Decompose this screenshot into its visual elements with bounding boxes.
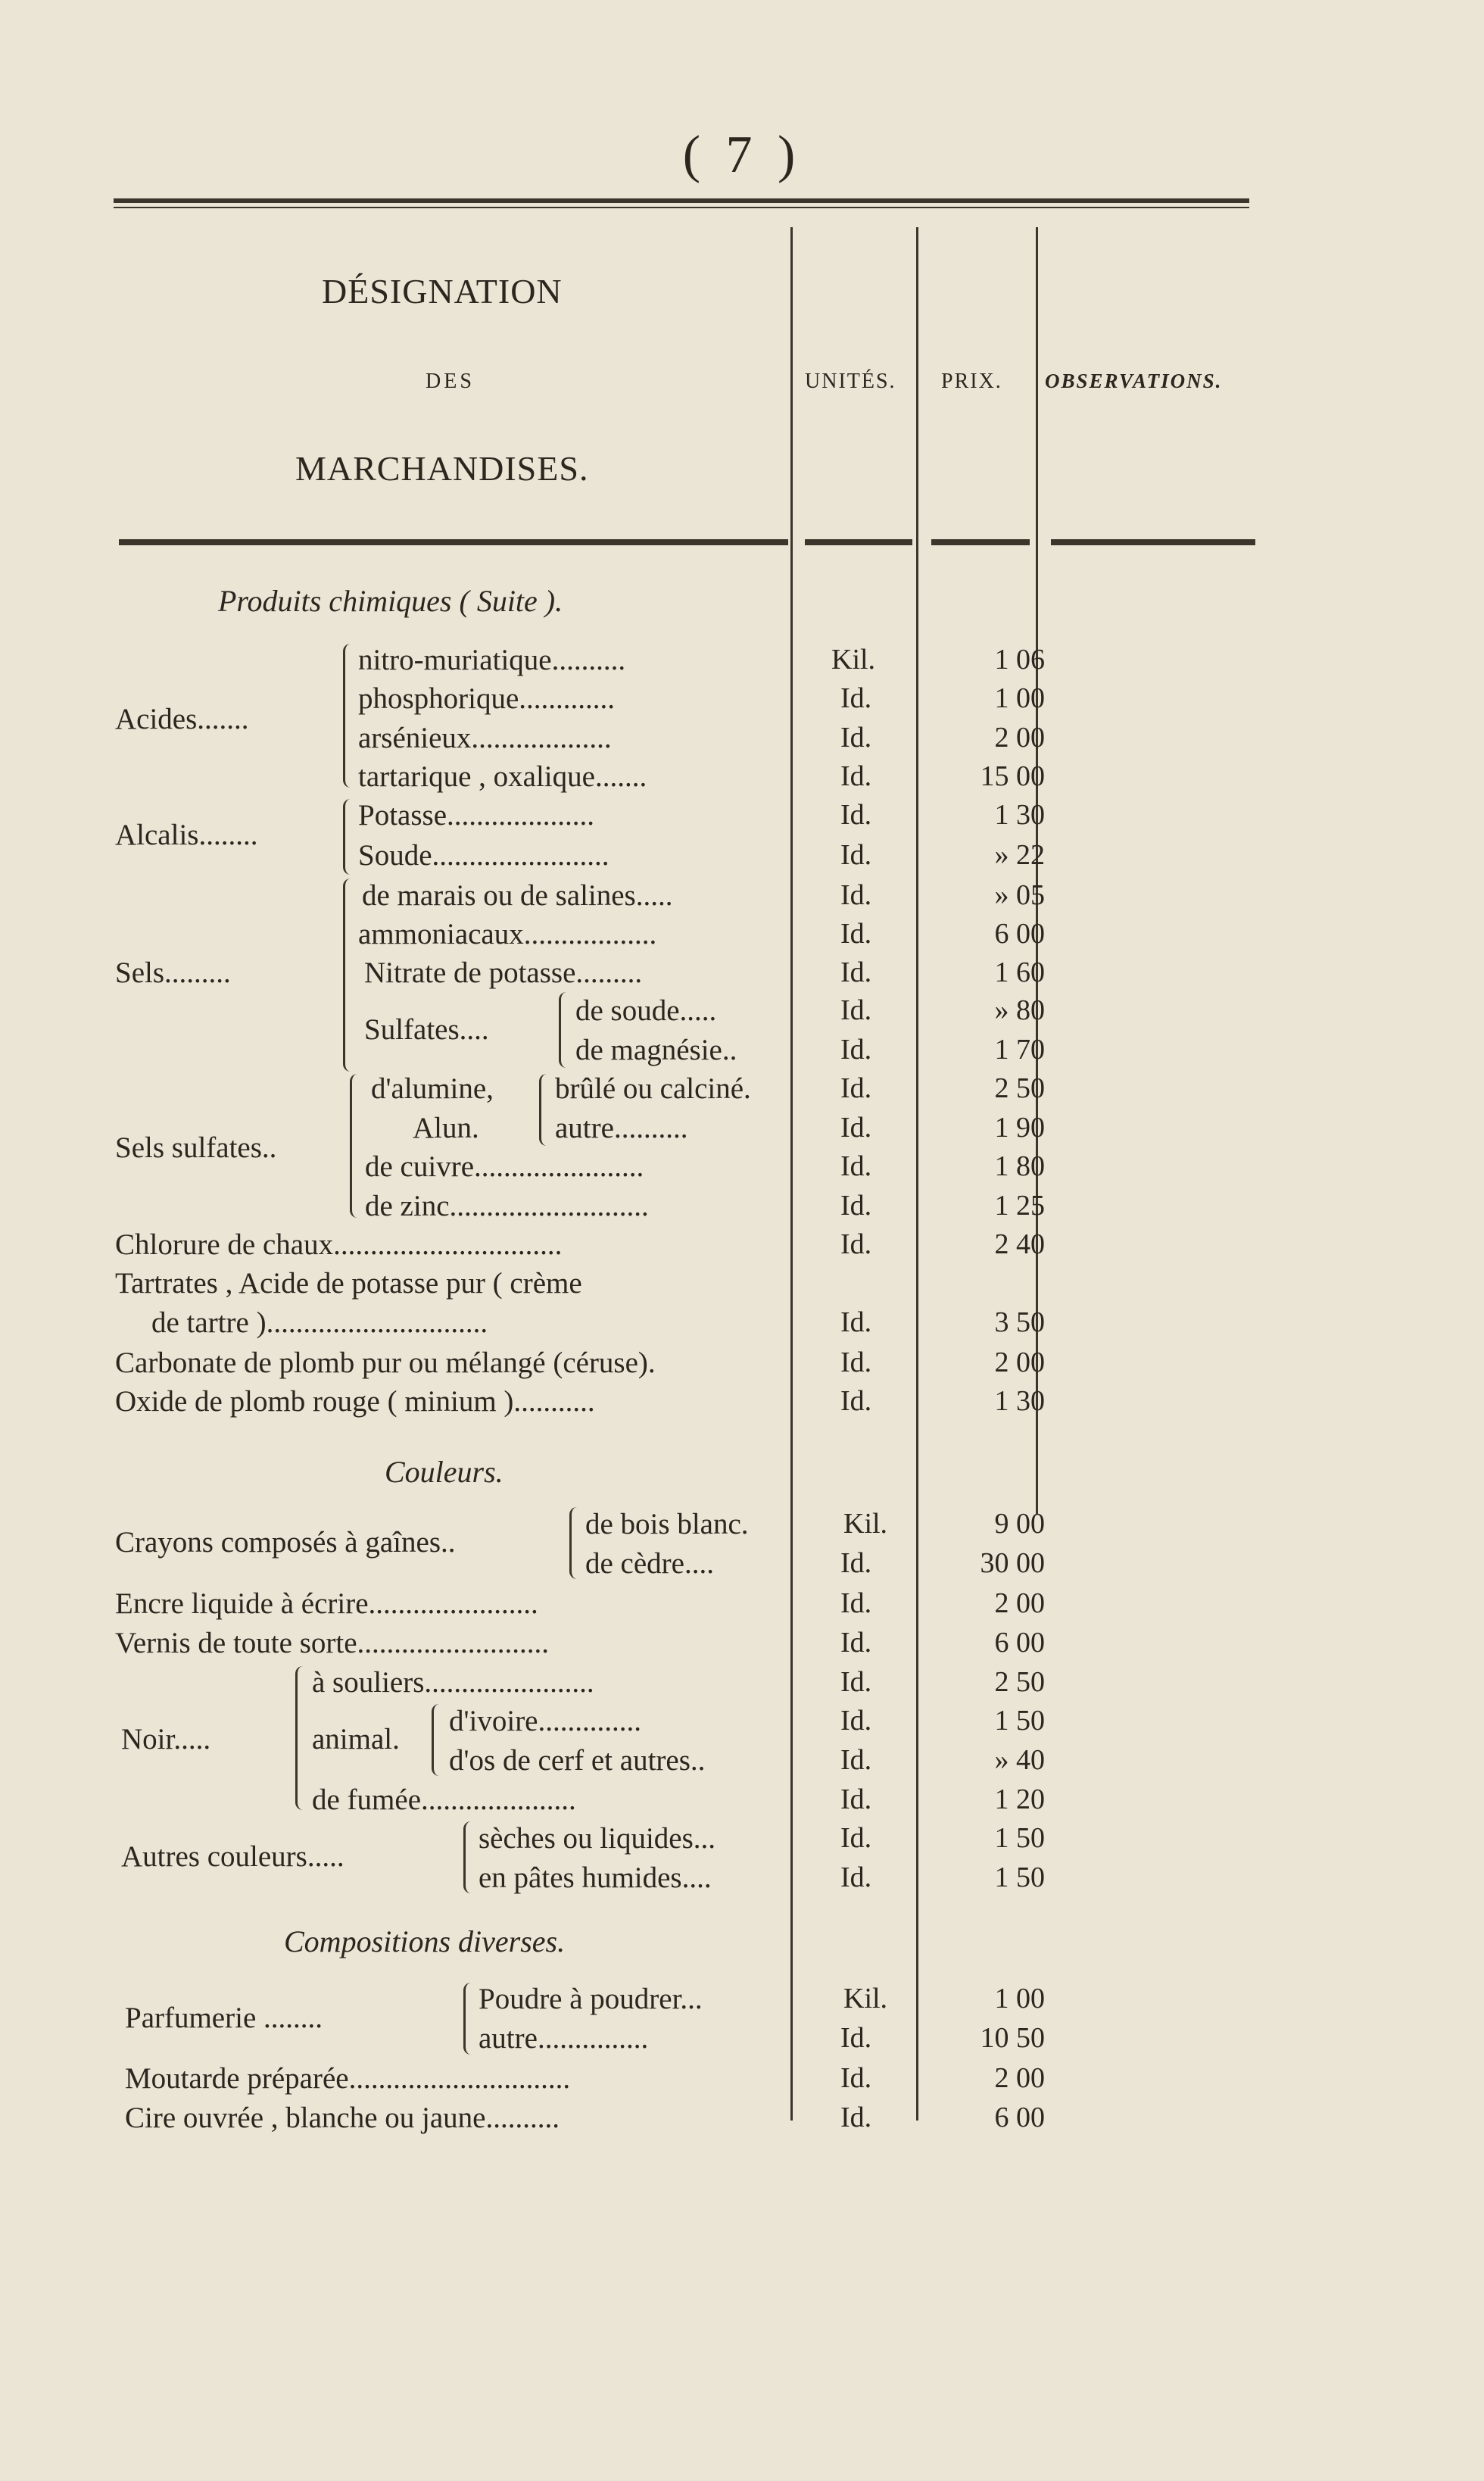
row-price: 1 00 (994, 1983, 1045, 2014)
row-price: 2 50 (994, 1666, 1045, 1698)
row-price: 6 00 (994, 2102, 1045, 2133)
row-price: 6 00 (994, 918, 1045, 950)
group-alcalis: Alcalis........ (115, 819, 258, 851)
brace-sels (343, 878, 354, 1072)
row-unit: Id. (840, 1666, 872, 1698)
row-unit: Id. (840, 918, 872, 950)
row-label: Cire ouvrée , blanche ou jaune.......... (125, 2102, 560, 2134)
group-parfumerie: Parfumerie ........ (125, 2002, 323, 2034)
row-price: » 22 (994, 839, 1045, 871)
header-marchandises: MARCHANDISES. (295, 449, 589, 488)
row-unit: Id. (840, 682, 872, 714)
row-unit: Id. (840, 1306, 872, 1338)
row-label: Moutarde préparée.............................. (125, 2062, 571, 2095)
brace-alcalis (343, 799, 354, 875)
header-observations: OBSERVATIONS. (1045, 370, 1223, 392)
row-price: 1 50 (994, 1822, 1045, 1854)
row-label: d'os de cerf et autres.. (449, 1744, 706, 1777)
header-rule-3 (931, 539, 1030, 545)
group-sulfates: Sulfates.... (364, 1013, 489, 1046)
row-unit: Id. (840, 2102, 872, 2133)
row-label: Poudre à poudrer... (479, 1983, 703, 2015)
row-label: de zinc........................... (365, 1190, 649, 1222)
row-price: 2 50 (994, 1072, 1045, 1104)
row-label: ammoniacaux.................. (358, 918, 657, 950)
row-price: 1 50 (994, 1862, 1045, 1893)
row-unit: Id. (840, 1347, 872, 1378)
header-rule-4 (1051, 539, 1255, 545)
section-produits-chimiques: Produits chimiques ( Suite ). (218, 584, 563, 618)
row-label: de magnésie.. (575, 1034, 737, 1066)
row-price: 9 00 (994, 1508, 1045, 1540)
row-unit: Id. (840, 1150, 872, 1182)
header-units: UNITÉS. (805, 370, 896, 393)
row-unit: Id. (840, 2022, 872, 2054)
row-unit: Id. (840, 1705, 872, 1737)
row-label: d'ivoire.............. (449, 1705, 641, 1737)
row-label: Soude........................ (358, 839, 610, 872)
row-label: en pâtes humides.... (479, 1862, 712, 1894)
section-compositions-diverses: Compositions diverses. (284, 1924, 566, 1958)
row-unit: Id. (840, 1587, 872, 1619)
group-dalumine: d'alumine, (371, 1072, 494, 1105)
row-price: 1 20 (994, 1784, 1045, 1815)
row-unit: Id. (840, 1547, 872, 1579)
row-price: 2 00 (994, 722, 1045, 754)
header-des: DES (426, 370, 475, 393)
row-unit: Id. (840, 1190, 872, 1222)
row-price: 1 80 (994, 1150, 1045, 1182)
row-label: brûlé ou calciné. (555, 1072, 751, 1105)
group-sels: Sels......... (115, 957, 231, 989)
brace-sulfates (559, 992, 569, 1068)
row-label: de tartre ).............................. (151, 1306, 488, 1339)
row-label: nitro-muriatique.......... (358, 644, 626, 676)
header-rule-2 (805, 539, 912, 545)
row-label: Potasse.................... (358, 799, 594, 832)
row-label: à souliers....................... (312, 1666, 594, 1699)
group-sels-sulfates: Sels sulfates.. (115, 1131, 277, 1164)
row-unit: Id. (840, 994, 872, 1026)
group-crayons: Crayons composés à gaînes.. (115, 1526, 456, 1559)
group-acides: Acides....... (115, 703, 249, 735)
header-designation: DÉSIGNATION (322, 272, 563, 311)
row-label: phosphorique............. (358, 682, 616, 715)
group-noir: Noir..... (121, 1723, 211, 1755)
row-price: 1 25 (994, 1190, 1045, 1222)
row-unit: Id. (840, 839, 872, 871)
row-price: 2 00 (994, 1347, 1045, 1378)
row-price: 1 00 (994, 682, 1045, 714)
row-price: 1 30 (994, 799, 1045, 831)
row-label: autre............... (479, 2022, 649, 2055)
column-divider-2 (916, 227, 918, 2121)
group-alun: Alun. (413, 1112, 479, 1144)
header-rule-1 (119, 539, 788, 545)
row-label: de cèdre.... (585, 1547, 714, 1580)
row-unit: Id. (840, 1822, 872, 1854)
row-price: 2 40 (994, 1228, 1045, 1260)
group-animal: animal. (312, 1723, 400, 1755)
page-number: ( 7 ) (682, 126, 802, 184)
brace-crayons (569, 1507, 579, 1579)
row-unit: Id. (840, 722, 872, 754)
row-unit: Id. (840, 1072, 872, 1104)
row-price: 3 50 (994, 1306, 1045, 1338)
row-price: 1 70 (994, 1034, 1045, 1066)
group-autres-couleurs: Autres couleurs..... (121, 1840, 344, 1873)
brace-parfumerie (463, 1983, 473, 2055)
brace-sels-sulfates (350, 1074, 361, 1218)
row-unit: Kil. (831, 644, 876, 676)
row-price: 1 90 (994, 1112, 1045, 1144)
row-price: 30 00 (980, 1547, 1045, 1579)
row-unit: Id. (840, 760, 872, 792)
row-unit: Id. (840, 799, 872, 831)
row-price: 10 50 (980, 2022, 1045, 2054)
row-label: Encre liquide à écrire....................... (115, 1587, 538, 1620)
row-unit: Id. (840, 2062, 872, 2094)
row-label: de marais ou de salines..... (362, 879, 673, 912)
row-label: sèches ou liquides... (479, 1822, 716, 1855)
row-label: de bois blanc. (585, 1508, 749, 1540)
row-label: autre.......... (555, 1112, 688, 1144)
row-label: de soude..... (575, 994, 717, 1027)
row-price: 1 06 (994, 644, 1045, 676)
row-label: arsénieux................... (358, 722, 612, 754)
row-unit: Id. (840, 1112, 872, 1144)
row-price: 1 50 (994, 1705, 1045, 1737)
brace-acides (343, 644, 354, 788)
top-rule (114, 198, 1249, 203)
row-price: 1 30 (994, 1385, 1045, 1417)
brace-alun (539, 1074, 549, 1146)
brace-animal (432, 1704, 441, 1776)
section-couleurs: Couleurs. (385, 1455, 504, 1489)
row-price: 15 00 (980, 760, 1045, 792)
row-label: de fumée..................... (312, 1784, 576, 1816)
column-divider-1 (790, 227, 793, 2121)
top-rule-thin (114, 207, 1249, 208)
row-price: » 05 (994, 879, 1045, 911)
row-unit: Id. (840, 1627, 872, 1659)
row-unit: Kil. (843, 1508, 888, 1540)
row-label: Nitrate de potasse......... (364, 957, 643, 989)
brace-autres-couleurs (463, 1821, 473, 1893)
row-unit: Id. (840, 1862, 872, 1893)
row-unit: Id. (840, 1385, 872, 1417)
row-label: tartarique , oxalique....... (358, 760, 647, 793)
row-label: de cuivre....................... (365, 1150, 644, 1183)
row-unit: Kil. (843, 1983, 888, 2014)
row-label: Oxide de plomb rouge ( minium )........... (115, 1385, 595, 1418)
row-label: Vernis de toute sorte.......................... (115, 1627, 550, 1659)
row-price: » 40 (994, 1744, 1045, 1776)
brace-noir (295, 1666, 307, 1810)
row-label: Carbonate de plomb pur ou mélangé (céruse). (115, 1347, 656, 1379)
row-unit: Id. (840, 1034, 872, 1066)
header-price: PRIX. (941, 370, 1002, 393)
row-unit: Id. (840, 1744, 872, 1776)
row-price: 2 00 (994, 1587, 1045, 1619)
row-price: 2 00 (994, 2062, 1045, 2094)
row-unit: Id. (840, 957, 872, 988)
row-unit: Id. (840, 879, 872, 911)
row-unit: Id. (840, 1228, 872, 1260)
row-label: Tartrates , Acide de potasse pur ( crème (115, 1267, 582, 1300)
row-price: 6 00 (994, 1627, 1045, 1659)
row-price: 1 60 (994, 957, 1045, 988)
row-label: Chlorure de chaux............................... (115, 1228, 563, 1261)
row-price: » 80 (994, 994, 1045, 1026)
row-unit: Id. (840, 1784, 872, 1815)
